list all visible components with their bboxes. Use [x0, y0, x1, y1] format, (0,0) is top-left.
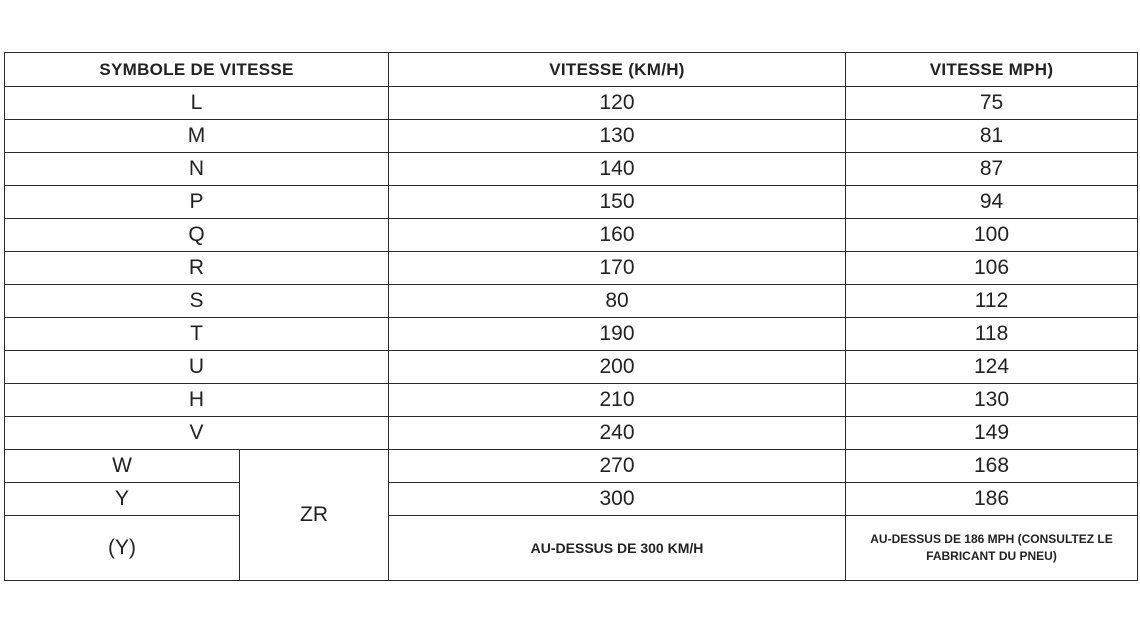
table-row — [5, 153, 1138, 186]
header-row — [5, 53, 1138, 87]
kmh-cell: AU-DESSUS DE 300 KM/H — [389, 516, 846, 581]
table-row — [5, 351, 1138, 384]
table-row — [5, 483, 1138, 516]
kmh-cell: 200 — [389, 351, 846, 384]
mph-cell: 112 — [846, 285, 1138, 318]
symbol-cell: Y — [5, 483, 240, 516]
table-row — [5, 417, 1138, 450]
symbol-cell: R — [5, 252, 389, 285]
symbol-cell: Q — [5, 219, 389, 252]
mph-cell: 186 — [846, 483, 1138, 516]
mph-cell: AU-DESSUS DE 186 MPH (CONSULTEZ LE FABRICANT DU PNEU) — [846, 516, 1138, 581]
mph-cell: 124 — [846, 351, 1138, 384]
symbol-cell: (Y) — [5, 516, 240, 581]
table-row — [5, 384, 1138, 417]
mph-cell: 94 — [846, 186, 1138, 219]
mph-cell: 149 — [846, 417, 1138, 450]
kmh-cell: 190 — [389, 318, 846, 351]
symbol-cell: S — [5, 285, 389, 318]
header-mph: VITESSE MPH) — [846, 53, 1138, 87]
kmh-cell: 130 — [389, 120, 846, 153]
kmh-cell: 120 — [389, 87, 846, 120]
kmh-cell: 140 — [389, 153, 846, 186]
symbol-cell: L — [5, 87, 389, 120]
kmh-cell: 210 — [389, 384, 846, 417]
mph-cell: 81 — [846, 120, 1138, 153]
kmh-cell: 170 — [389, 252, 846, 285]
table-row — [5, 252, 1138, 285]
zr-cell: ZR — [240, 450, 389, 581]
speed-rating-table — [4, 52, 1138, 581]
kmh-cell: 300 — [389, 483, 846, 516]
mph-cell: 106 — [846, 252, 1138, 285]
mph-cell: 100 — [846, 219, 1138, 252]
header-symbol: SYMBOLE DE VITESSE — [5, 53, 389, 87]
mph-cell: 87 — [846, 153, 1138, 186]
mph-cell: 130 — [846, 384, 1138, 417]
table-row — [5, 219, 1138, 252]
table-row — [5, 318, 1138, 351]
symbol-cell: V — [5, 417, 389, 450]
symbol-cell: U — [5, 351, 389, 384]
symbol-cell: N — [5, 153, 389, 186]
header-kmh: VITESSE (KM/H) — [389, 53, 846, 87]
kmh-cell: 270 — [389, 450, 846, 483]
symbol-cell: W — [5, 450, 240, 483]
symbol-cell: H — [5, 384, 389, 417]
symbol-cell: T — [5, 318, 389, 351]
mph-cell: 75 — [846, 87, 1138, 120]
kmh-cell: 240 — [389, 417, 846, 450]
table-row — [5, 87, 1138, 120]
table-row — [5, 120, 1138, 153]
mph-cell: 168 — [846, 450, 1138, 483]
table-row — [5, 285, 1138, 318]
kmh-cell: 160 — [389, 219, 846, 252]
table-row — [5, 186, 1138, 219]
kmh-cell: 80 — [389, 285, 846, 318]
table-row — [5, 450, 1138, 483]
table-row — [5, 516, 1138, 581]
symbol-cell: P — [5, 186, 389, 219]
mph-cell: 118 — [846, 318, 1138, 351]
kmh-cell: 150 — [389, 186, 846, 219]
symbol-cell: M — [5, 120, 389, 153]
